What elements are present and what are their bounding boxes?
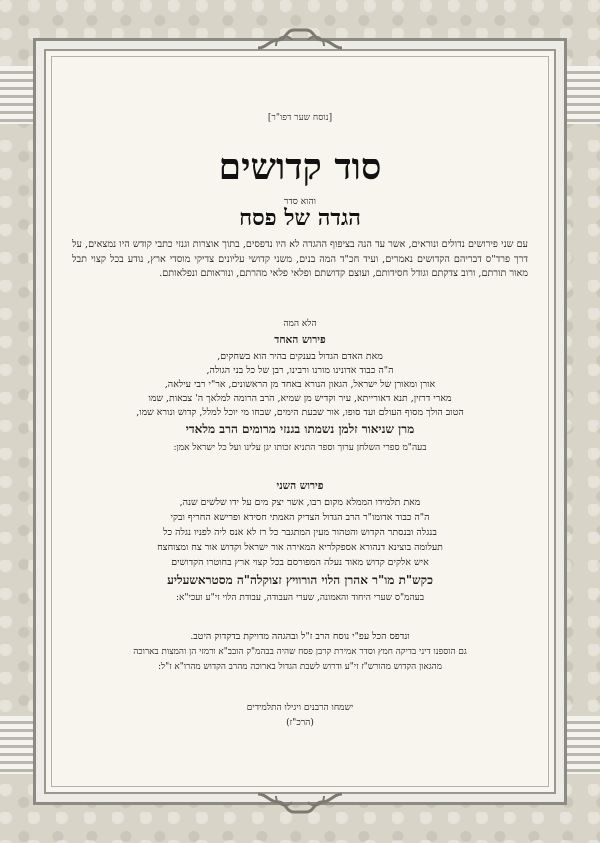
page-title: סוד קדושים — [218, 146, 382, 188]
perush1-line: הטוב הולך מסוף העולם ועד סופו, אור שבעת הימים, שבחו מי יוכל למלל, קדוש ונורא שמו, — [136, 407, 464, 418]
closing-line: מהגאון הקדוש מהורש"ז זי"ע ודרוש לשבת הגדול בארוכה מהרב הקדוש מהרו"א ז"ל: — [158, 662, 442, 672]
print-note: [נוסח שער דפו"ר] — [267, 113, 333, 123]
perush1-line: מארי דרזין, תנא דאורייתא, עיר וקדיש מן שמיא, הרב הרומה למלאך ה' צבאות, שמו — [148, 393, 452, 404]
perush2-heading: פירוש השני — [276, 480, 324, 492]
perush1-line: אורן ומאורן של ישראל, הגאון הנורא באחד מן הראשונים, אר"י רבי עילאה, — [164, 379, 436, 390]
halachma-label: הלא המה — [283, 319, 317, 329]
perush2-line: איש אלקים קדוש מאוד נעלה המפורסם בכל קצוי ארץ בחוטרו הקדושים — [171, 557, 429, 568]
closing-line: גם הוספנו דיני בדיקה חמץ וסדר אמירת קרבן פסח שהיה בבהמ"ק הובב"א ורמזי הן והמצות בארוכה — [133, 647, 467, 657]
perush2-line: תעלומה בוצינא דנהורא אספקלריא המאירה אור ישראל וקדוש אור צח ומצוחצח — [157, 542, 443, 553]
ornament-bottom — [256, 790, 344, 820]
subtitle: הגדה של פסח — [239, 205, 361, 231]
intro-paragraph: עם שני פירושים נדולים ונוראים, אשר עד הנה בציפוף ההגדה לא היו נדפסים, בתוך אוצרות וגנזי כתבי קודש היו נמצאים, על דרך פרד"ס דבריהם הקדושים נאמרים, ועיד חכ"ד המה בנים, משני קדושי עליונים צדיקי מוסדי ארץ, נודע בכל קצוי תבל מאור תורתם, ורוב צדקתם וגודל חסידותם, ועוצם קדושתם ופלאי פלאי מהרתם, ונוראותם ונפלאותם. — [72, 239, 528, 279]
perush2-line: ה"ה כבוד אדומו"ר הרב הגדול הצדיק האמתי חסידא ופרישא החריף ובקי — [170, 512, 430, 523]
subtitle-prefix: והוא סדר — [284, 197, 316, 207]
ornament-top — [256, 22, 344, 52]
perush2-line: מאת תלמידו הממלא מקום רבו, אשר יצק מים על ידו שלשים שנה, — [179, 497, 421, 508]
closing-line: ונדפס הכל עפ"י נוסח הרב ז"ל ובהגהה מדויקת בדקדוק היטב. — [190, 631, 410, 642]
perush2-author: כקש"ת מו"ר אהרן הלוי הורוויץ זצוקלה"ה מסטראשעליע — [167, 573, 433, 587]
publication-year: (הרכ"ז) — [286, 718, 314, 728]
perush1-line: ה"ה כבוד אדונינו מורנו ורבינו, רבן של כל בני הגולה, — [206, 365, 394, 376]
perush1-after: בעה"מ ספרי השלחן ערוך וספר התניא זכותו יגן עלינו ועל כל ישראל אמן: — [173, 443, 427, 453]
perush1-author: מרן שניאור זלמן נשמתו בגנזי מרומים הרב מלאדי — [185, 422, 415, 436]
closing-motto: ישמחו הרבנים ויגילו התלמידים — [246, 703, 354, 713]
perush1-heading: פירוש האחד — [274, 334, 326, 346]
perush2-after: בעהמ"ס שערי היחוד והאמונה, שערי העבודה, עבודת הלוי זי"ע ועכי"א: — [175, 593, 425, 603]
perush2-line: בנגלה ובנסתר הקדוש והטהור מעין המתגבר כל רז לא אנס ליה לפניו נגלה כל — [163, 527, 437, 538]
perush1-line: מאת האדם הגדול בענקים בהיר הוא בשחקים, — [217, 351, 383, 362]
